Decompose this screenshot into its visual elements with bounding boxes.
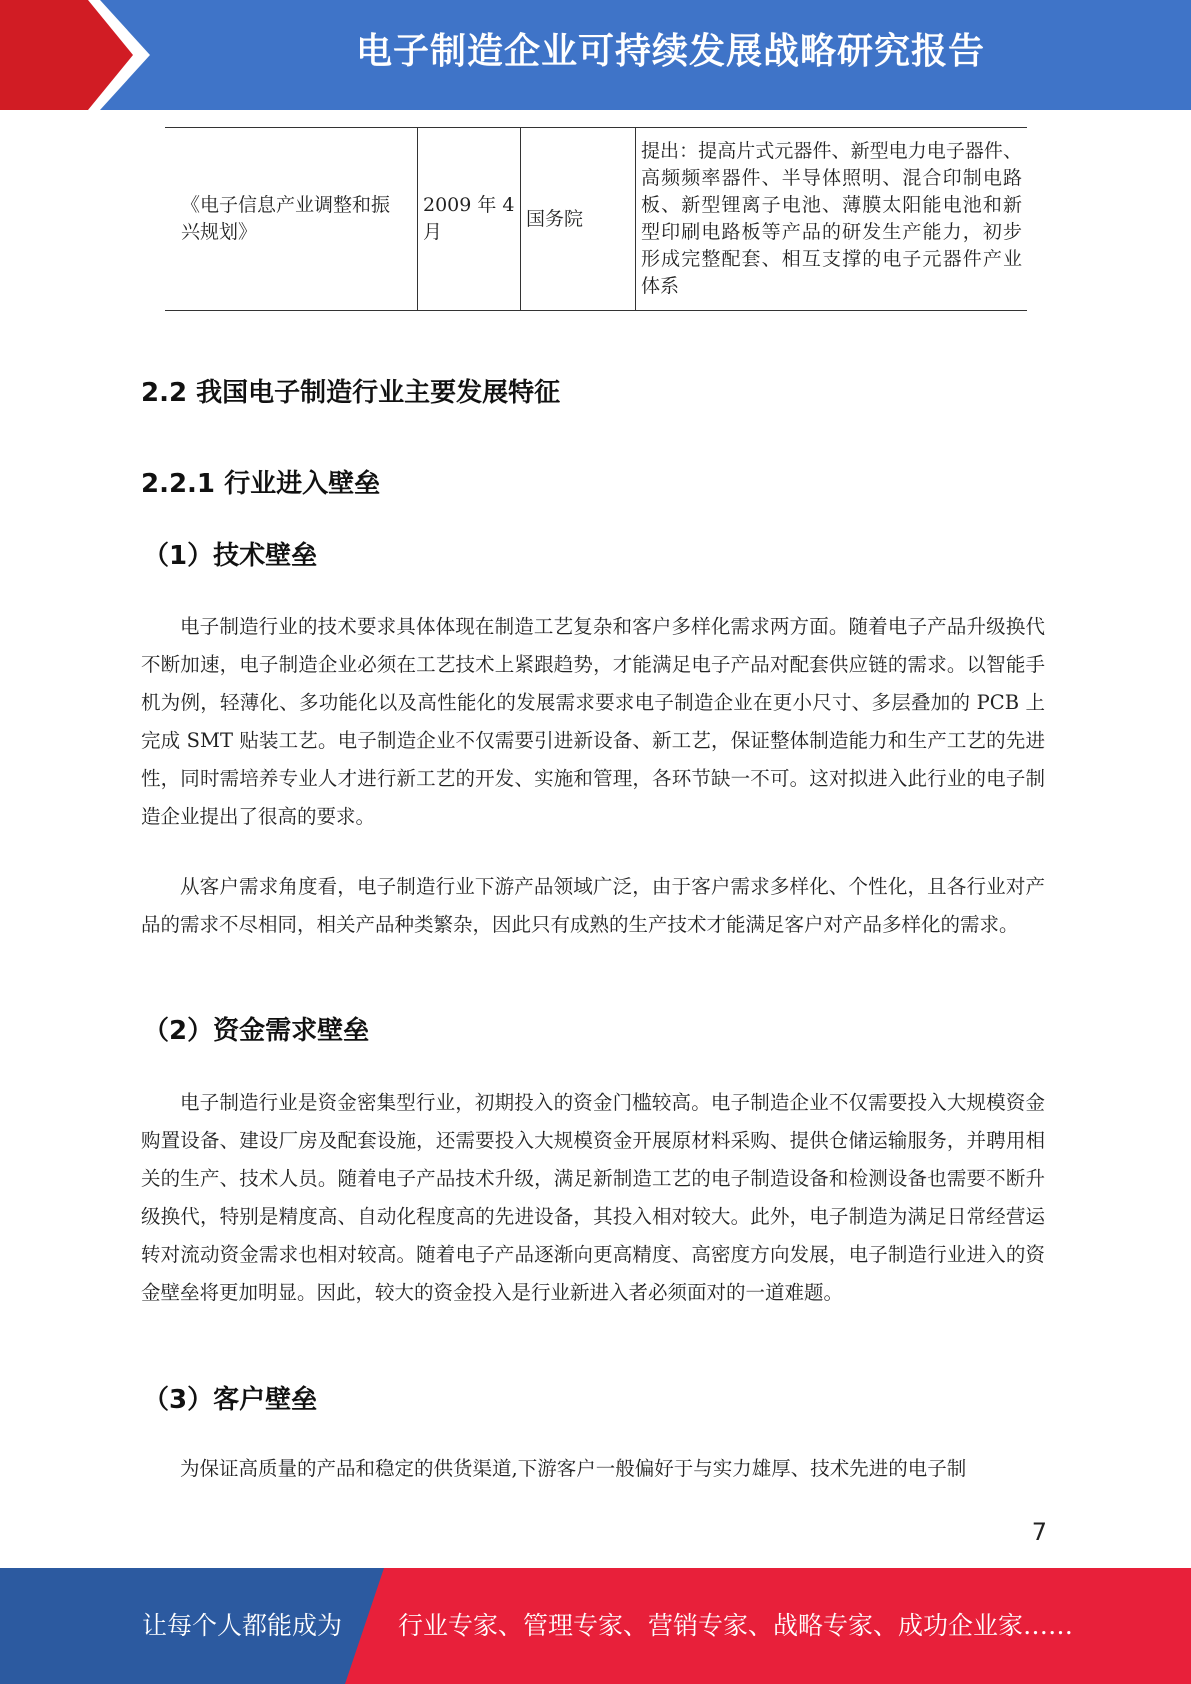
customer-demand-paragraph: 从客户需求角度看，电子制造行业下游产品领域广泛，由于客户需求多样化、个性化，且各行业对产品的需求不尽相同，相关产品种类繁杂，因此只有成熟的生产技术才能满足客户对产品多样化的需求。 xyxy=(141,875,1045,936)
policy-table xyxy=(165,127,1027,311)
policy-content-cell: 提出：提高片式元器件、新型电力电子器件、高频频率器件、半导体照明、混合印制电路 板、新型锂离子电池、薄膜太阳能电池和新 型印刷电路板等产品的研发生产能力，初步 形成完整配套、相互支撑的电子元器件产业 体系 xyxy=(636,128,1028,311)
page-number: 7 xyxy=(1031,1518,1047,1546)
customer-barrier-heading: （3）客户壁垒 xyxy=(143,1385,318,1415)
footer-slogan-left: 让每个人都能成为 xyxy=(142,1611,343,1640)
technology-barrier-heading: （1）技术壁垒 xyxy=(143,541,318,571)
capital-barrier-heading: （2）资金需求壁垒 xyxy=(143,1016,370,1046)
capital-barrier-paragraph: 电子制造行业是资金密集型行业，初期投入的资金门槛较高。电子制造企业不仅需要投入大规模资金购置设备、建设厂房及配套设施，还需要投入大规模资金开展原材料采购、提供仓储运输服务，并聘用相关的生产、技术人员。随着电子产品技术升级，满足新制造工艺的电子制造设备和检测设备也需要不断升级换代，特别是精度高、自动化程度高的先进设备，其投入相对较大。此外，电子制造为满足日常经营运转对流动资金需求也相对较高。随着电子产品逐渐向更高精度、高密度方向发展，电子制造行业进入的资金壁垒将更加明显。因此，较大的资金投入是行业新进入者必须面对的一道难题。 xyxy=(141,1091,1045,1304)
technology-barrier-paragraph: 电子制造行业的技术要求具体体现在制造工艺复杂和客户多样化需求两方面。随着电子产品升级换代不断加速，电子制造企业必须在工艺技术上紧跟趋势，才能满足电子产品对配套供应链的需求。以智能手机为例，轻薄化、多功能化以及高性能化的发展需求要求电子制造企业在更小尺寸、多层叠加的 PCB 上完成 SMT 贴装工艺。电子制造企业不仅需要引进新设备、新工艺，保证整体制造能力和生产工艺的先进性，同时需培养专业人才进行新工艺的开发、实施和管理，各环节缺一不可。这对拟进入此行业的电子制造企业提出了很高的要求。 xyxy=(141,615,1045,828)
page-footer xyxy=(0,1568,1191,1684)
section-heading: 2.2 我国电子制造行业主要发展特征 xyxy=(141,378,561,408)
footer-slogan-right: 行业专家、管理专家、营销专家、战略专家、成功企业家…… xyxy=(398,1611,1074,1640)
customer-barrier-paragraph: 为保证高质量的产品和稳定的供货渠道,下游客户一般偏好于与实力雄厚、技术先进的电子制 xyxy=(180,1457,967,1480)
page-header xyxy=(0,0,1191,110)
header-chevron-icon xyxy=(0,0,160,110)
policy-department-cell: 国务院 xyxy=(521,128,636,311)
subsection-heading: 2.2.1 行业进入壁垒 xyxy=(141,469,381,499)
report-title: 电子制造企业可持续发展战略研究报告 xyxy=(355,31,985,72)
policy-date-cell: 2009 年 4 月 xyxy=(418,128,521,311)
table-row xyxy=(165,128,1027,311)
policy-title-cell: 《电子信息产业调整和振兴规划》 xyxy=(165,128,418,311)
